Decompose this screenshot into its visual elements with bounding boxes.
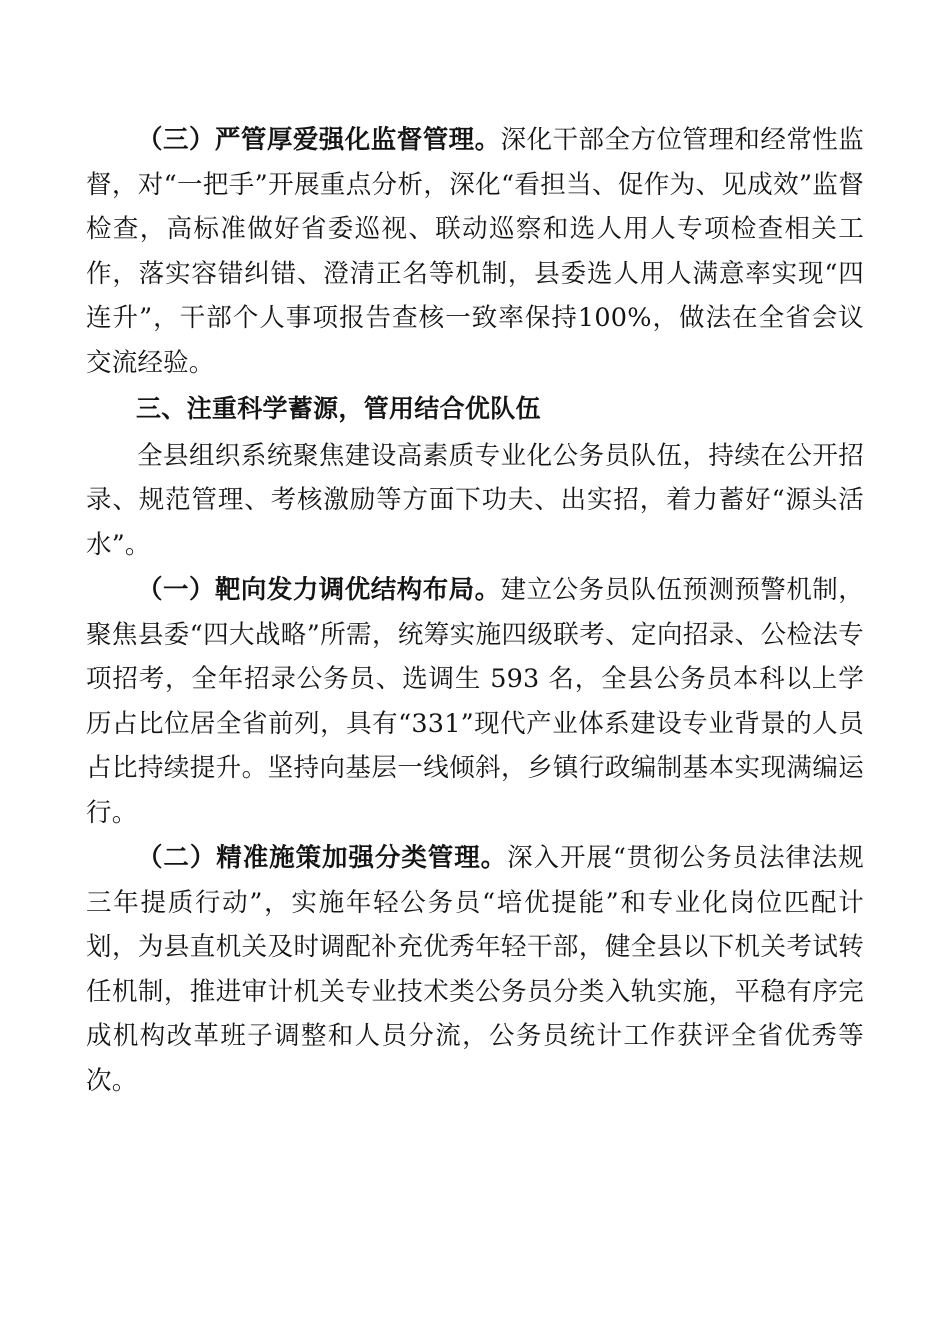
section-heading: 三、注重科学蓄源，管用结合优队伍	[136, 394, 541, 423]
paragraph-lead: （三）严管厚爱强化监督管理。	[137, 125, 501, 155]
paragraph-structure	[86, 568, 864, 835]
paragraph-section-intro	[86, 434, 864, 568]
paragraph-classified-management	[86, 836, 864, 1103]
paragraph-lead: （二）精准施策加强分类管理。	[137, 843, 508, 873]
document-body	[86, 118, 864, 1103]
paragraph-text: 深入开展“贯彻公务员法律法规三年提质行动”，实施年轻公务员“培优提能”和专业化岗位匹配计划，为县直机关及时调配补充优秀年轻干部，健全县以下机关考试转任机制，推进审计机关专业技术类公务员分类入轨实施，平稳有序完成机构改革班子调整和人员分流，公务员统计工作获评全省优秀等次。	[86, 843, 864, 1096]
paragraph-text: 全县组织系统聚焦建设高素质专业化公务员队伍，持续在公开招录、规范管理、考核激励等方面下功夫、出实招，着力蓄好“源头活水”。	[86, 440, 864, 560]
paragraph-lead: （一）靶向发力调优结构布局。	[137, 575, 501, 605]
paragraph-supervision	[86, 118, 864, 385]
paragraph-text: 建立公务员队伍预测预警机制，聚焦县委“四大战略”所需，统筹实施四级联考、定向招录、公检法专项招考，全年招录公务员、选调生 593 名，全县公务员本科以上学历占比位居全省前列，具有“331”现代产业体系建设专业背景的人员占比持续提升。坚持向基层一线倾斜，乡镇行政编制基本实现满编运行。	[86, 575, 864, 828]
paragraph-text: 深化干部全方位管理和经常性监督，对“一把手”开展重点分析，深化“看担当、促作为、见成效”监督检查，高标准做好省委巡视、联动巡察和选人用人专项检查相关工作，落实容错纠错、澄清正名等机制，县委选人用人满意率实现“四连升”，干部个人事项报告查核一致率保持100%，做法在全省会议交流经验。	[86, 125, 864, 378]
